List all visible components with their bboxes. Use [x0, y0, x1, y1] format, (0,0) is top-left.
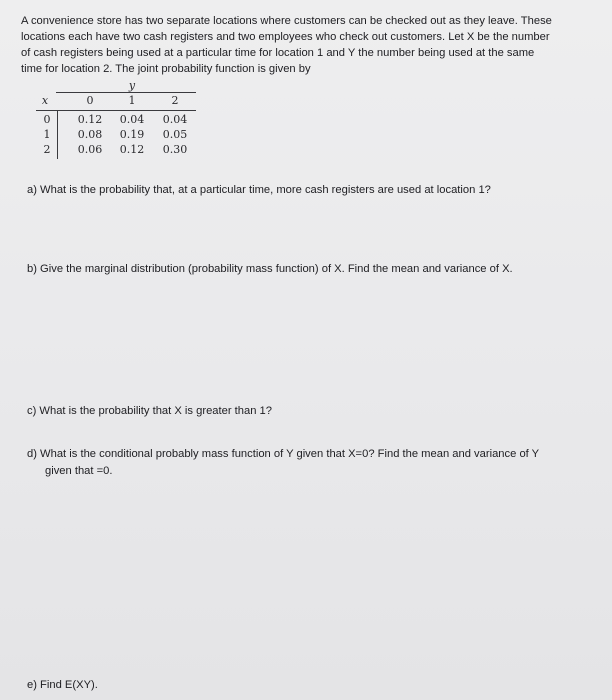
- table-cell-2-1: 0.12: [119, 143, 145, 156]
- table-top-rule: [56, 92, 196, 93]
- table-cell-1-0: 0.08: [77, 128, 103, 141]
- row-label-1: 1: [43, 128, 51, 141]
- question-d: [27, 446, 539, 480]
- column-header-1: 1: [128, 94, 136, 107]
- table-cell-0-1: 0.04: [119, 113, 145, 126]
- table-cell-1-2: 0.05: [162, 128, 188, 141]
- table-cell-2-2: 0.30: [162, 143, 188, 156]
- intro-line-1: A convenience store has two separate locations where customers can be checked out as they leave. These: [21, 15, 552, 27]
- table-cell-1-1: 0.19: [119, 128, 145, 141]
- table-header-rule: [36, 110, 196, 111]
- row-label-2: 2: [43, 143, 51, 156]
- question-c: c) What is the probability that X is greater than 1?: [27, 405, 273, 417]
- intro-line-4: time for location 2. The joint probability function is given by: [21, 63, 311, 75]
- row-variable-label: x: [41, 94, 49, 107]
- problem-intro: [21, 13, 586, 77]
- intro-line-2: locations each have two cash registers and two employees who check out customers. Let X be the number: [21, 31, 550, 43]
- joint-probability-table: [36, 79, 201, 161]
- question-a: a) What is the probability that, at a particular time, more cash registers are used at location 1?: [27, 184, 491, 196]
- column-header-0: 0: [86, 94, 94, 107]
- table-cell-2-0: 0.06: [77, 143, 103, 156]
- row-label-0: 0: [43, 113, 51, 126]
- intro-line-3: of cash registers being used at a particular time for location 1 and Y the number being used at the same: [21, 47, 535, 59]
- question-b: b) Give the marginal distribution (probability mass function) of X. Find the mean and variance of X.: [27, 263, 513, 275]
- column-variable-label: y: [128, 79, 136, 92]
- question-e: e) Find E(XY).: [27, 679, 98, 691]
- question-d-line-2: given that =0.: [45, 465, 113, 477]
- table-cell-0-0: 0.12: [77, 113, 103, 126]
- table-vertical-rule: [57, 110, 58, 159]
- column-header-2: 2: [171, 94, 179, 107]
- table-cell-0-2: 0.04: [162, 113, 188, 126]
- question-d-line-1: d) What is the conditional probably mass function of Y given that X=0? Find the mean and variance of Y: [27, 448, 540, 460]
